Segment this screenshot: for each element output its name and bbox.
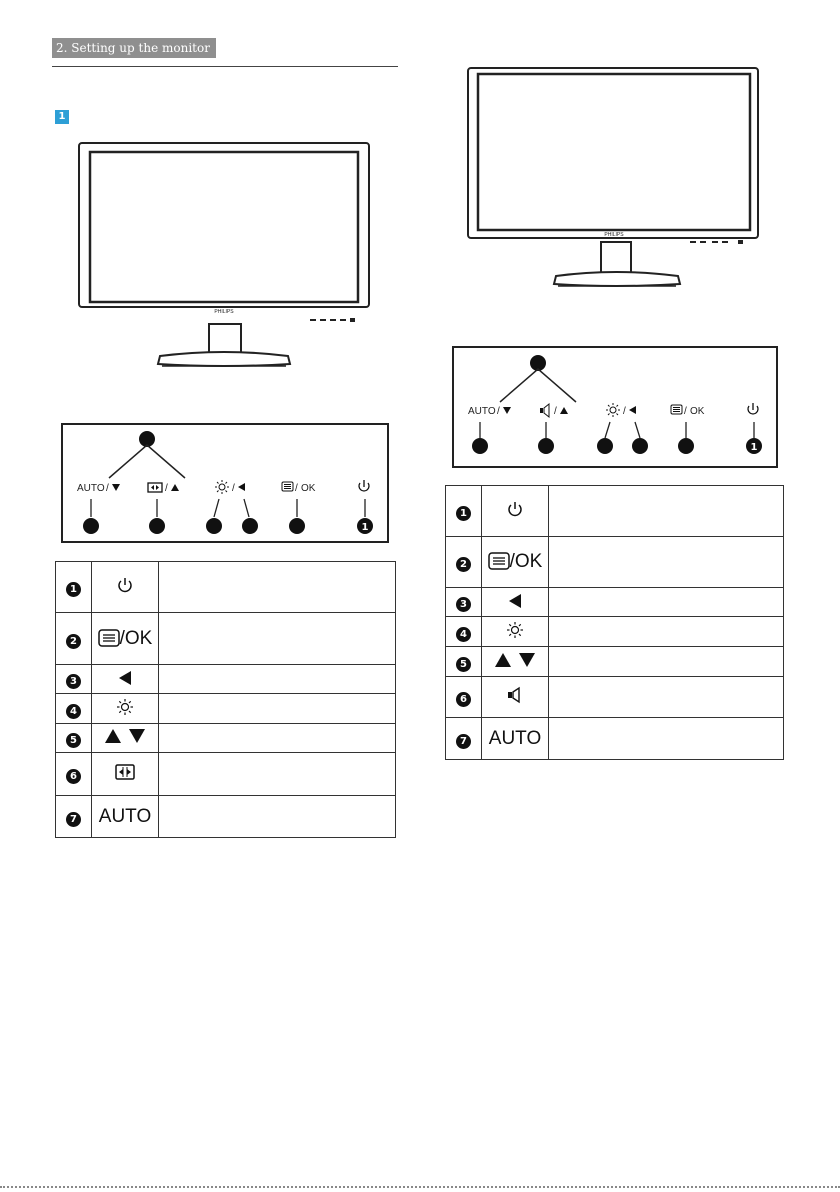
row-description xyxy=(159,694,396,724)
ok-text: OK xyxy=(124,627,153,649)
row-description xyxy=(549,486,784,537)
menu-icon xyxy=(488,552,510,570)
row-number: 6 xyxy=(456,692,471,707)
section-title: 2. Setting up the monitor xyxy=(52,38,216,58)
page-bottom-border xyxy=(0,1186,840,1188)
callout-7 xyxy=(472,438,488,454)
table-row xyxy=(446,617,784,647)
auto-text: AUTO xyxy=(488,727,542,749)
brand-logo: PHILIPS xyxy=(214,309,234,315)
svg-text:/: / xyxy=(497,406,500,417)
callout-6 xyxy=(149,518,165,534)
control-panel-left xyxy=(61,423,390,543)
left-arrow-icon xyxy=(118,671,132,685)
volume-icon xyxy=(506,687,524,703)
table-row xyxy=(446,486,784,537)
row-number: 7 xyxy=(66,812,81,827)
row-number: 7 xyxy=(456,734,471,749)
row-description xyxy=(159,665,396,694)
row-number: 4 xyxy=(66,704,81,719)
callout-7 xyxy=(83,518,99,534)
row-description xyxy=(549,588,784,617)
row-number: 2 xyxy=(66,634,81,649)
svg-text:/: / xyxy=(106,483,109,494)
table-row: 2 /OK xyxy=(56,613,396,665)
up-down-arrows-icon xyxy=(493,652,537,668)
step-badge: 1 xyxy=(55,110,69,124)
ok-label: OK xyxy=(690,406,705,417)
table-row xyxy=(446,647,784,677)
button-table-right xyxy=(445,485,784,760)
brand-logo: PHILIPS xyxy=(604,232,624,238)
row-number: 1 xyxy=(66,582,81,597)
row-number: 3 xyxy=(456,597,471,612)
row-description xyxy=(549,647,784,677)
row-number: 1 xyxy=(456,506,471,521)
power-icon xyxy=(116,576,134,594)
row-description xyxy=(159,562,396,613)
left-arrow-icon xyxy=(508,594,522,608)
svg-text:/: / xyxy=(295,483,298,494)
svg-text:/: / xyxy=(684,406,687,417)
row-number: 5 xyxy=(456,657,471,672)
row-number: 2 xyxy=(456,557,471,572)
callout-6 xyxy=(538,438,554,454)
auto-label: AUTO xyxy=(77,483,105,494)
menu-icon xyxy=(98,629,120,647)
ok-label: OK xyxy=(301,483,316,494)
auto-text: AUTO xyxy=(98,805,152,827)
row-number: 6 xyxy=(66,769,81,784)
callout-2 xyxy=(289,518,305,534)
table-row xyxy=(446,718,784,760)
callout-4 xyxy=(206,518,222,534)
header-divider xyxy=(52,66,398,67)
table-row xyxy=(56,753,396,796)
up-down-arrows-icon xyxy=(103,728,147,744)
row-description xyxy=(159,796,396,838)
table-row xyxy=(56,665,396,694)
row-description xyxy=(549,718,784,760)
monitor-illustration-left xyxy=(78,142,372,372)
control-panel-right xyxy=(452,346,779,468)
callout-4 xyxy=(597,438,613,454)
ok-text: OK xyxy=(514,551,543,572)
svg-text:1: 1 xyxy=(750,442,758,453)
table-row xyxy=(56,796,396,838)
row-description xyxy=(549,537,784,588)
brightness-icon xyxy=(116,698,134,716)
button-table-left xyxy=(55,561,396,838)
svg-text:/: / xyxy=(232,483,235,494)
aspect-ratio-icon xyxy=(115,764,135,780)
monitor-illustration-right xyxy=(466,66,764,292)
svg-text:1: 1 xyxy=(361,522,369,533)
callout-3 xyxy=(632,438,648,454)
row-description xyxy=(159,724,396,753)
table-row xyxy=(56,724,396,753)
auto-label: AUTO xyxy=(468,406,496,417)
svg-text:/: / xyxy=(623,406,626,417)
table-row xyxy=(446,677,784,718)
row-description xyxy=(159,613,396,665)
table-row xyxy=(446,588,784,617)
callout-2 xyxy=(678,438,694,454)
brightness-icon xyxy=(506,621,524,639)
table-row: 2 /OK xyxy=(446,537,784,588)
table-row xyxy=(56,694,396,724)
row-number: 5 xyxy=(66,733,81,748)
row-description xyxy=(549,677,784,718)
row-number: 4 xyxy=(456,627,471,642)
svg-text:/: / xyxy=(554,406,557,417)
table-row xyxy=(56,562,396,613)
row-description xyxy=(159,753,396,796)
power-icon xyxy=(506,500,524,518)
callout-3 xyxy=(242,518,258,534)
row-number: 3 xyxy=(66,674,81,689)
row-description xyxy=(549,617,784,647)
svg-text:/: / xyxy=(165,483,168,494)
